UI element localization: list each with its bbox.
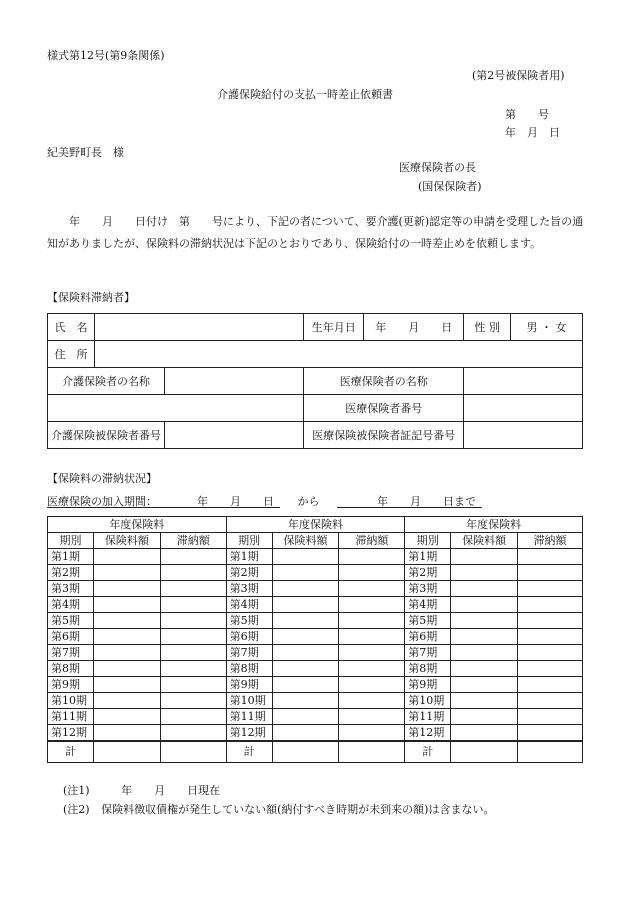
- arrears-cell[interactable]: [518, 725, 583, 741]
- arrears-cell[interactable]: [518, 581, 583, 597]
- amount-cell[interactable]: [451, 565, 518, 581]
- amount-cell[interactable]: [451, 645, 518, 661]
- period-label: 第10期: [48, 693, 94, 709]
- arrears-cell[interactable]: [339, 709, 405, 725]
- amount-cell[interactable]: [272, 693, 339, 709]
- arrears-cell[interactable]: [339, 725, 405, 741]
- period-label: 第4期: [226, 597, 272, 613]
- amount-cell[interactable]: [93, 581, 160, 597]
- target-label: (第2号被保険者用): [472, 69, 565, 82]
- arrears-cell[interactable]: [160, 661, 226, 677]
- period-label: 第6期: [405, 629, 451, 645]
- arrears-status-table: [47, 516, 583, 763]
- arrears-cell[interactable]: [160, 693, 226, 709]
- col-period-header: 期別: [405, 533, 451, 549]
- period-label: 第11期: [405, 709, 451, 725]
- total-label: 計: [48, 741, 94, 763]
- arrears-cell[interactable]: [518, 565, 583, 581]
- arrears-cell[interactable]: [518, 661, 583, 677]
- table-row: [48, 613, 583, 629]
- arrears-cell[interactable]: [160, 613, 226, 629]
- period-label: 第4期: [405, 597, 451, 613]
- period-label: 第2期: [48, 565, 94, 581]
- amount-cell[interactable]: [93, 661, 160, 677]
- amount-cell[interactable]: [272, 581, 339, 597]
- arrears-cell[interactable]: [339, 549, 405, 565]
- arrears-cell[interactable]: [160, 725, 226, 741]
- year-header: 年度保険料: [48, 517, 227, 533]
- amount-cell[interactable]: [451, 581, 518, 597]
- iryo-insurer-field[interactable]: [464, 368, 583, 395]
- amount-cell[interactable]: [272, 645, 339, 661]
- period-line: [47, 496, 482, 508]
- col-period-header: 期別: [226, 533, 272, 549]
- col-amount-header: 保険料額: [272, 533, 339, 549]
- col-arrears-header: 滞納額: [160, 533, 226, 549]
- arrears-cell[interactable]: [339, 693, 405, 709]
- amount-cell[interactable]: [93, 725, 160, 741]
- period-label: 第7期: [405, 645, 451, 661]
- kaigo-insurer-field[interactable]: [165, 368, 304, 395]
- amount-cell[interactable]: [451, 725, 518, 741]
- arrears-cell[interactable]: [518, 677, 583, 693]
- year-header: 年度保険料: [226, 517, 405, 533]
- period-label: 第8期: [226, 661, 272, 677]
- amount-cell[interactable]: [93, 613, 160, 629]
- arrears-cell[interactable]: [339, 597, 405, 613]
- birth-field[interactable]: 年 月 日: [364, 314, 464, 341]
- amount-cell[interactable]: [93, 565, 160, 581]
- arrears-cell[interactable]: [518, 629, 583, 645]
- arrears-cell[interactable]: [518, 645, 583, 661]
- arrears-cell[interactable]: [339, 581, 405, 597]
- amount-cell[interactable]: [451, 693, 518, 709]
- amount-cell[interactable]: [451, 613, 518, 629]
- table-row: [48, 709, 583, 725]
- period-label: 第12期: [48, 725, 94, 741]
- arrears-cell[interactable]: [339, 629, 405, 645]
- arrears-cell[interactable]: [160, 597, 226, 613]
- period-label: 第6期: [226, 629, 272, 645]
- arrears-cell[interactable]: [339, 645, 405, 661]
- arrears-cell[interactable]: [160, 645, 226, 661]
- col-arrears-header: 滞納額: [518, 533, 583, 549]
- sender-subtitle: (国保保険者): [418, 180, 482, 193]
- table-row: [48, 629, 583, 645]
- amount-cell[interactable]: [451, 597, 518, 613]
- amount-cell[interactable]: [451, 677, 518, 693]
- table-row: [48, 725, 583, 741]
- sex-label: 性 別: [464, 314, 511, 341]
- period-label: 第3期: [48, 581, 94, 597]
- note2-label: (注2): [63, 803, 90, 816]
- arrears-cell[interactable]: [339, 661, 405, 677]
- document-date: 年 月 日: [505, 126, 560, 139]
- note1: [63, 785, 220, 796]
- total-amount-cell[interactable]: [272, 741, 339, 763]
- blank-cell: [48, 395, 304, 422]
- table-row: [48, 597, 583, 613]
- total-amount-cell[interactable]: [451, 741, 518, 763]
- period-label: 第7期: [226, 645, 272, 661]
- delinquent-info-table: [47, 313, 583, 449]
- section-heading-status: 【保険料の滞納状況】: [47, 472, 157, 485]
- amount-cell[interactable]: [272, 629, 339, 645]
- amount-cell[interactable]: [272, 613, 339, 629]
- amount-cell[interactable]: [93, 693, 160, 709]
- note2: [63, 804, 494, 815]
- period-label: 第4期: [48, 597, 94, 613]
- iryo-insured-no-field[interactable]: [464, 422, 583, 449]
- total-arrears-cell[interactable]: [160, 741, 226, 763]
- arrears-cell[interactable]: [518, 549, 583, 565]
- arrears-cell[interactable]: [518, 613, 583, 629]
- period-label: 第9期: [226, 677, 272, 693]
- kaigo-insured-no-label: 介護保険被保険者番号: [48, 422, 165, 449]
- period-label: 第11期: [226, 709, 272, 725]
- section-heading-delinquent: 【保険料滞納者】: [47, 291, 135, 304]
- note1-text: 年 月 日現在: [121, 784, 221, 797]
- sex-field[interactable]: 男 ・ 女: [511, 314, 583, 341]
- arrears-cell[interactable]: [518, 709, 583, 725]
- amount-cell[interactable]: [93, 677, 160, 693]
- total-label: 計: [405, 741, 451, 763]
- birth-label: 生年月日: [304, 314, 364, 341]
- amount-cell[interactable]: [272, 677, 339, 693]
- arrears-cell[interactable]: [518, 597, 583, 613]
- amount-cell[interactable]: [93, 645, 160, 661]
- amount-cell[interactable]: [451, 549, 518, 565]
- period-label: 第11期: [48, 709, 94, 725]
- table-row: [48, 581, 583, 597]
- table-row: [48, 677, 583, 693]
- note2-text: 保険料徴収債権が発生していない額(納付すべき時期が未到来の額)は含まない。: [101, 803, 495, 816]
- arrears-cell[interactable]: [160, 581, 226, 597]
- amount-cell[interactable]: [272, 709, 339, 725]
- document-number: 第 号: [505, 108, 549, 121]
- amount-cell[interactable]: [451, 709, 518, 725]
- sender-title: 医療保険者の長: [399, 161, 476, 174]
- period-start[interactable]: 年 月 日: [157, 496, 280, 508]
- period-end[interactable]: 年 月 日まで: [337, 496, 482, 508]
- period-label: 第1期: [226, 549, 272, 565]
- col-arrears-header: 滞納額: [339, 533, 405, 549]
- amount-cell[interactable]: [451, 661, 518, 677]
- amount-cell[interactable]: [93, 629, 160, 645]
- period-label: 第1期: [48, 549, 94, 565]
- period-label: 第5期: [48, 613, 94, 629]
- arrears-cell[interactable]: [160, 709, 226, 725]
- amount-cell[interactable]: [272, 661, 339, 677]
- period-label: 第9期: [405, 677, 451, 693]
- period-label: 第3期: [405, 581, 451, 597]
- iryo-insurer-label: 医療保険者の名称: [304, 368, 464, 395]
- amount-cell[interactable]: [272, 725, 339, 741]
- note1-label: (注1): [63, 784, 90, 797]
- iryo-insurer-no-label: 医療保険者番号: [304, 395, 464, 422]
- period-label: 医療保険の加入期間：: [47, 495, 157, 508]
- period-label: 第10期: [226, 693, 272, 709]
- arrears-cell[interactable]: [160, 629, 226, 645]
- period-label: 第2期: [226, 565, 272, 581]
- period-label: 第8期: [405, 661, 451, 677]
- amount-cell[interactable]: [272, 549, 339, 565]
- arrears-cell[interactable]: [518, 693, 583, 709]
- period-label: 第2期: [405, 565, 451, 581]
- arrears-cell[interactable]: [339, 613, 405, 629]
- period-label: 第12期: [226, 725, 272, 741]
- name-label: 氏 名: [48, 314, 95, 341]
- addressee: 紀美野町長 様: [47, 146, 124, 159]
- period-label: 第10期: [405, 693, 451, 709]
- form-id: 様式第12号(第9条関係): [47, 49, 165, 62]
- col-amount-header: 保険料額: [451, 533, 518, 549]
- total-label: 計: [226, 741, 272, 763]
- kaigo-insurer-label: 介護保険者の名称: [48, 368, 165, 395]
- period-label: 第7期: [48, 645, 94, 661]
- amount-cell[interactable]: [93, 549, 160, 565]
- arrears-cell[interactable]: [339, 677, 405, 693]
- col-period-header: 期別: [48, 533, 94, 549]
- address-label: 住 所: [48, 341, 95, 368]
- table-row: [48, 661, 583, 677]
- name-field[interactable]: [95, 314, 304, 341]
- table-row: [48, 565, 583, 581]
- arrears-cell[interactable]: [160, 549, 226, 565]
- amount-cell[interactable]: [451, 629, 518, 645]
- period-label: 第1期: [405, 549, 451, 565]
- arrears-cell[interactable]: [160, 677, 226, 693]
- table-row: [48, 645, 583, 661]
- period-label: 第9期: [48, 677, 94, 693]
- total-arrears-cell[interactable]: [518, 741, 583, 763]
- period-label: 第6期: [48, 629, 94, 645]
- amount-cell[interactable]: [93, 597, 160, 613]
- period-label: 第5期: [226, 613, 272, 629]
- table-row: [48, 693, 583, 709]
- amount-cell[interactable]: [272, 565, 339, 581]
- col-amount-header: 保険料額: [93, 533, 160, 549]
- arrears-cell[interactable]: [339, 565, 405, 581]
- total-amount-cell[interactable]: [93, 741, 160, 763]
- address-field[interactable]: [95, 341, 583, 368]
- arrears-cell[interactable]: [160, 565, 226, 581]
- period-label: 第3期: [226, 581, 272, 597]
- table-row: [48, 549, 583, 565]
- period-label: 第8期: [48, 661, 94, 677]
- kaigo-insured-no-field[interactable]: [165, 422, 304, 449]
- request-paragraph: 年 月 日付け 第 号により、下記の者について、要介護(更新)認定等の申請を受理した旨の通知がありましたが、保険料の滞納状況は下記のとおりであり、保険給付の一時差止めを依頼します。: [47, 215, 584, 250]
- period-from: から: [297, 495, 320, 508]
- iryo-insured-no-label: 医療保険被保険者証記号番号: [304, 422, 464, 449]
- period-label: 第12期: [405, 725, 451, 741]
- amount-cell[interactable]: [93, 709, 160, 725]
- amount-cell[interactable]: [272, 597, 339, 613]
- period-label: 第5期: [405, 613, 451, 629]
- document-title: 介護保険給付の支払一時差止依頼書: [217, 88, 393, 101]
- year-header: 年度保険料: [405, 517, 583, 533]
- total-arrears-cell[interactable]: [339, 741, 405, 763]
- iryo-insurer-no-field[interactable]: [464, 395, 583, 422]
